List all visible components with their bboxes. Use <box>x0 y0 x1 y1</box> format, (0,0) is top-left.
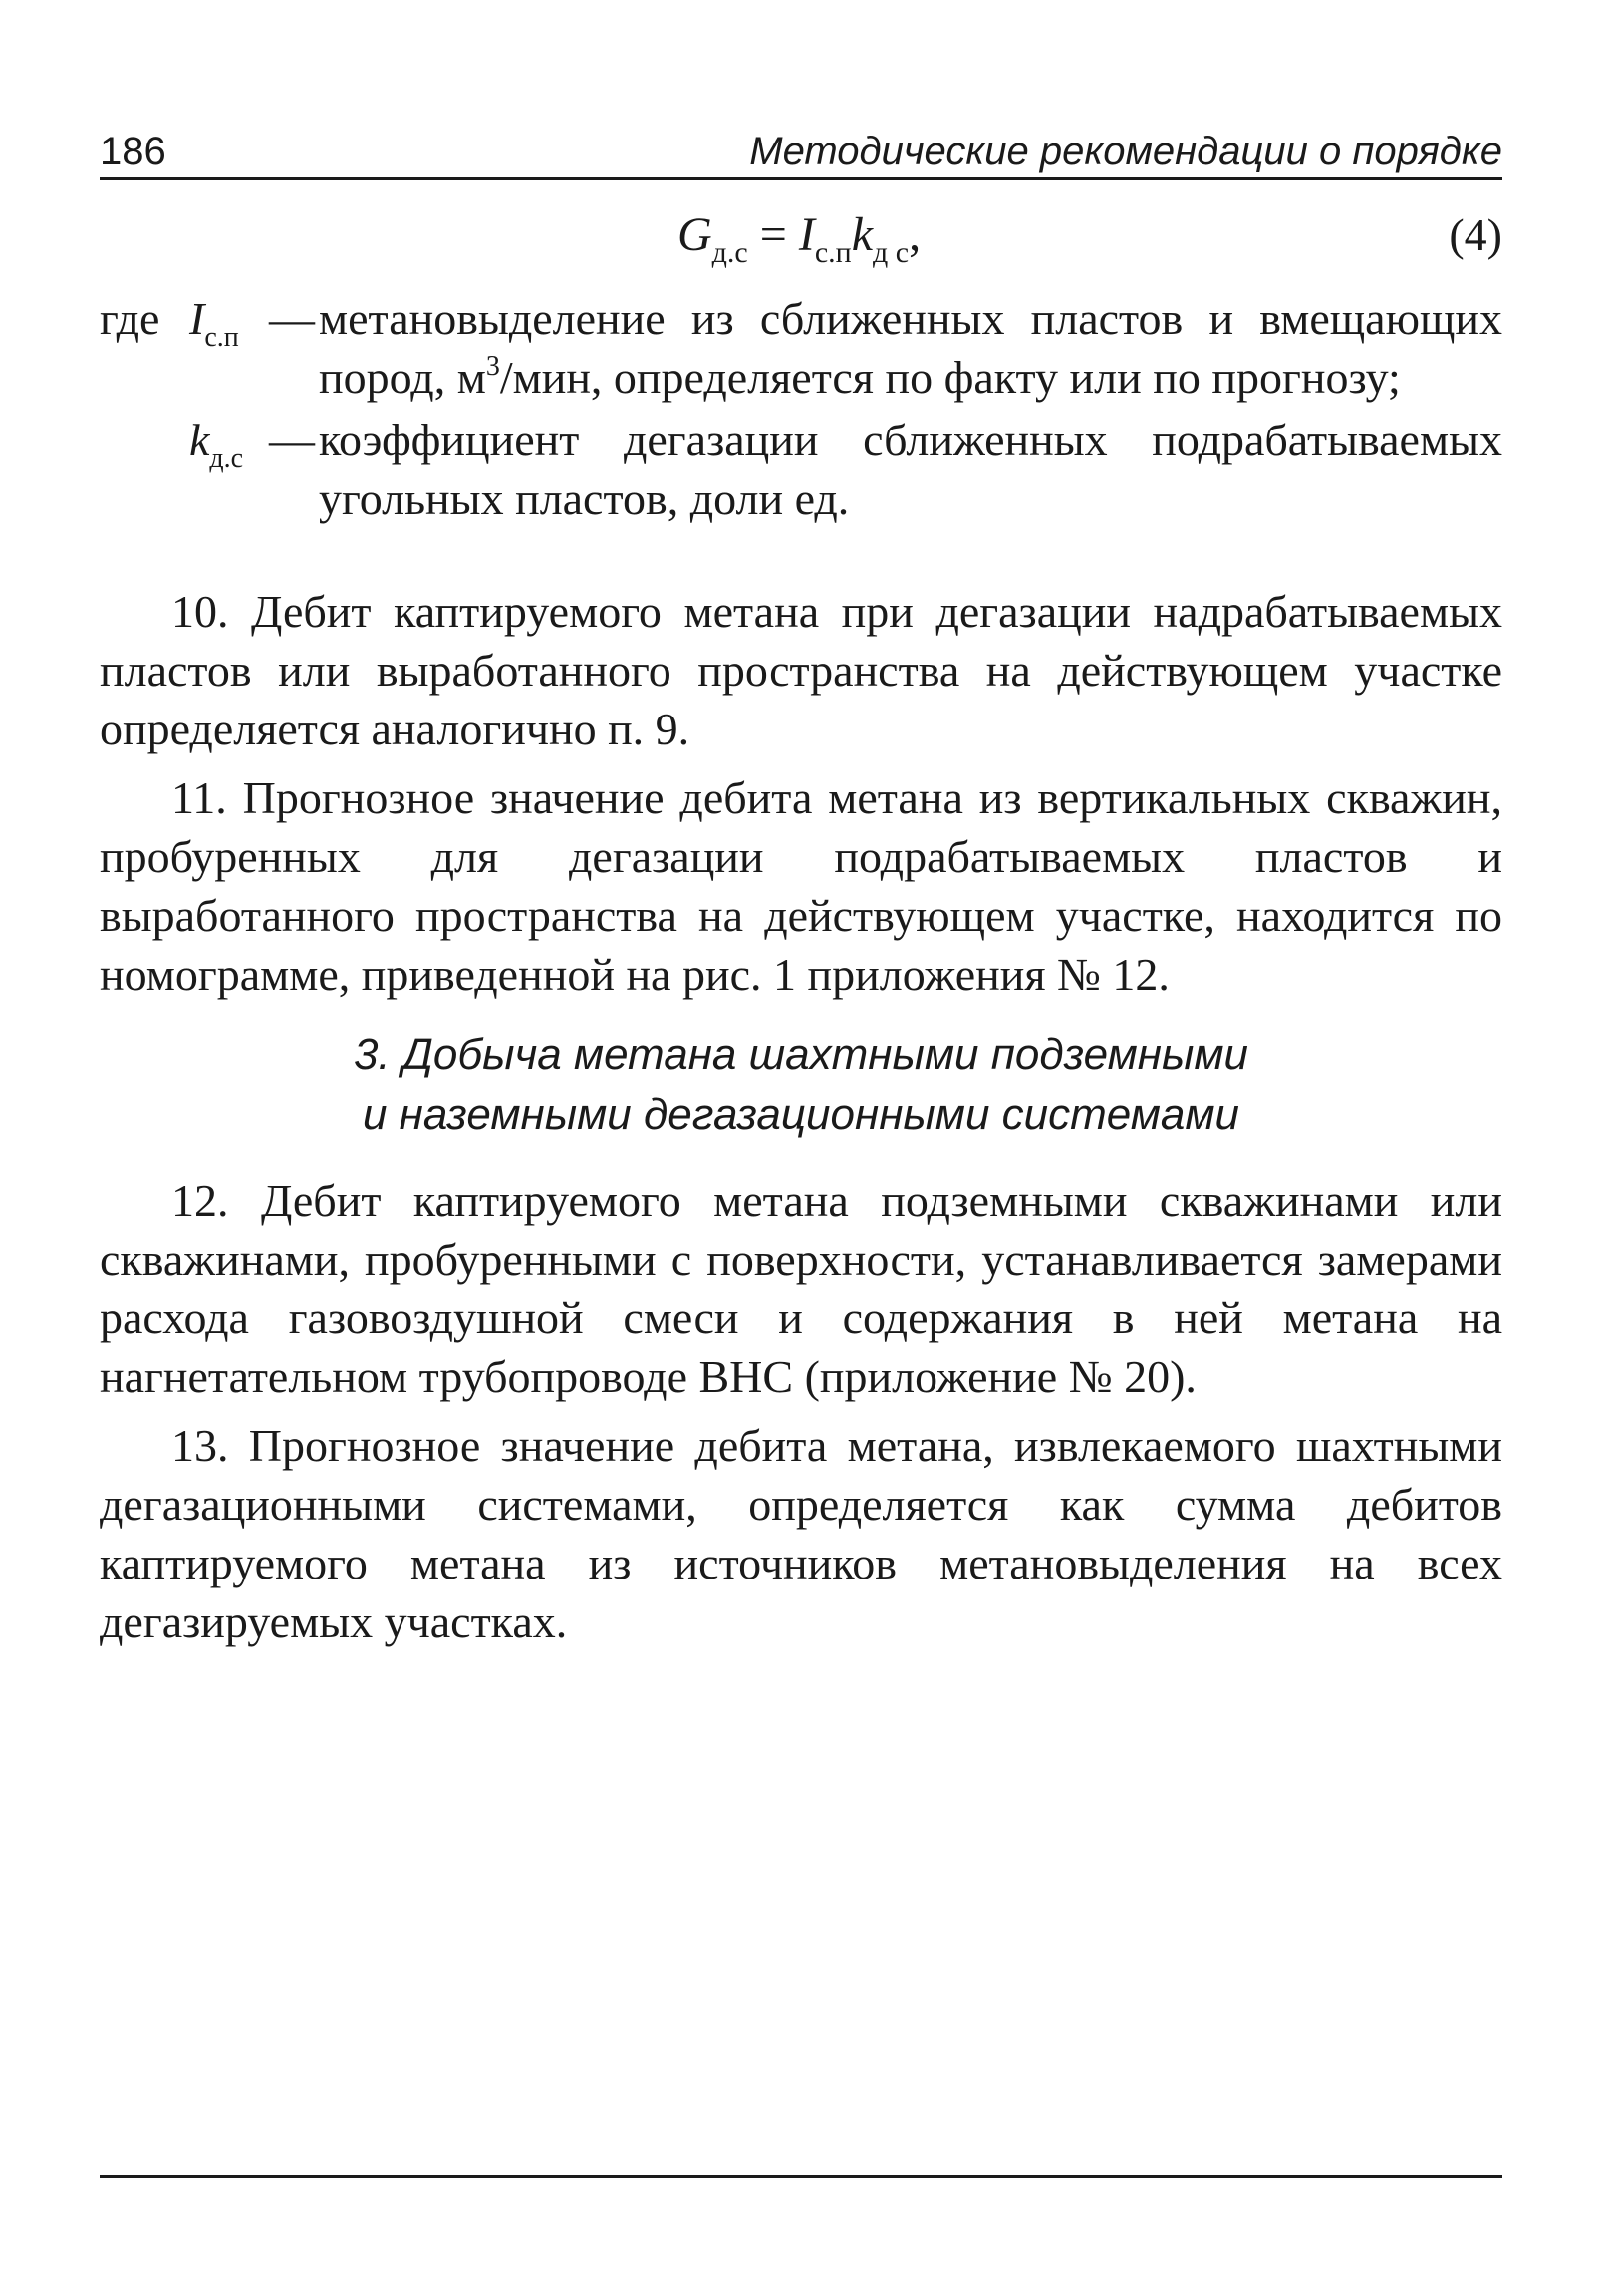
definition-symbol-var: I <box>189 293 205 344</box>
definition-symbol <box>189 411 243 488</box>
footer-rule <box>100 2175 1502 2178</box>
definition-dash: — <box>269 293 315 344</box>
formula-term2-sub: д с <box>873 236 910 269</box>
definition-text-part: /мин, определяется по факту или по прогнозу; <box>499 352 1401 403</box>
header-rule <box>100 177 1502 180</box>
running-title: Методические рекомендации о порядке <box>749 130 1502 173</box>
formula-number: (4) <box>1449 209 1502 260</box>
formula-lhs-sub: д.с <box>711 236 748 269</box>
formula-equals: = <box>747 208 799 261</box>
running-header <box>100 122 1502 181</box>
definition-symbol <box>189 289 239 367</box>
definition-symbol-sub: д.с <box>209 443 244 474</box>
definition-text <box>319 289 1502 407</box>
formula-trailing: , <box>909 208 922 261</box>
formula <box>677 199 921 289</box>
section-heading-line: и наземными дегазационными системами <box>362 1090 1240 1139</box>
formula-term1-var: I <box>798 208 815 261</box>
formula-term1-sub: с.п <box>814 236 852 269</box>
section-heading <box>100 1025 1502 1145</box>
formula-term2-var: k <box>851 208 874 261</box>
definition-text: коэффициент дегазации сближенных подрабатываемых угольных пластов, доли ед. <box>319 415 1502 524</box>
definition-item <box>100 289 1502 407</box>
definition-dash: — <box>269 415 315 465</box>
paragraph: 12. Дебит каптируемого метана подземными скважинами или скважинами, пробуренными с поверхности, устанавливается замерами расхода газовоздушной смеси и содержания в ней метана на нагнетательном трубопроводе ВНС (приложение № 20). <box>100 1175 1502 1402</box>
paragraph: 13. Прогнозное значение дебита метана, извлекаемого шахтными дегазационными системами, определяется как сумма дебитов каптируемого метана из источников метановыделения на всех дегазируемых участках. <box>100 1420 1502 1647</box>
section-heading-line: 3. Добыча метана шахтными подземными <box>353 1030 1249 1079</box>
body-text <box>100 582 1502 1661</box>
definition-symbol-var: k <box>189 415 210 465</box>
paragraph: 11. Прогнозное значение дебита метана из вертикальных скважин, пробуренных для дегазации подрабатываемых пластов и выработанного пространства на действующем участке, находится по номограмме, приведенной на рис. 1 приложения № 12. <box>100 772 1502 1000</box>
formula-line <box>100 199 1502 279</box>
formula-lhs-var: G <box>677 208 712 261</box>
definition-superscript: 3 <box>485 351 500 382</box>
definitions-list <box>100 289 1502 532</box>
where-label: где <box>100 293 160 344</box>
definition-symbol-sub: с.п <box>204 322 239 353</box>
page-number: 186 <box>100 130 166 173</box>
definition-text-part: метановыделение из сближенных пластов и вмещающих пород, м <box>319 293 1502 403</box>
definition-item <box>100 411 1502 528</box>
paragraph: 10. Дебит каптируемого метана при дегазации надрабатываемых пластов или выработанного пространства на действующем участке определяется аналогично п. 9. <box>100 586 1502 754</box>
